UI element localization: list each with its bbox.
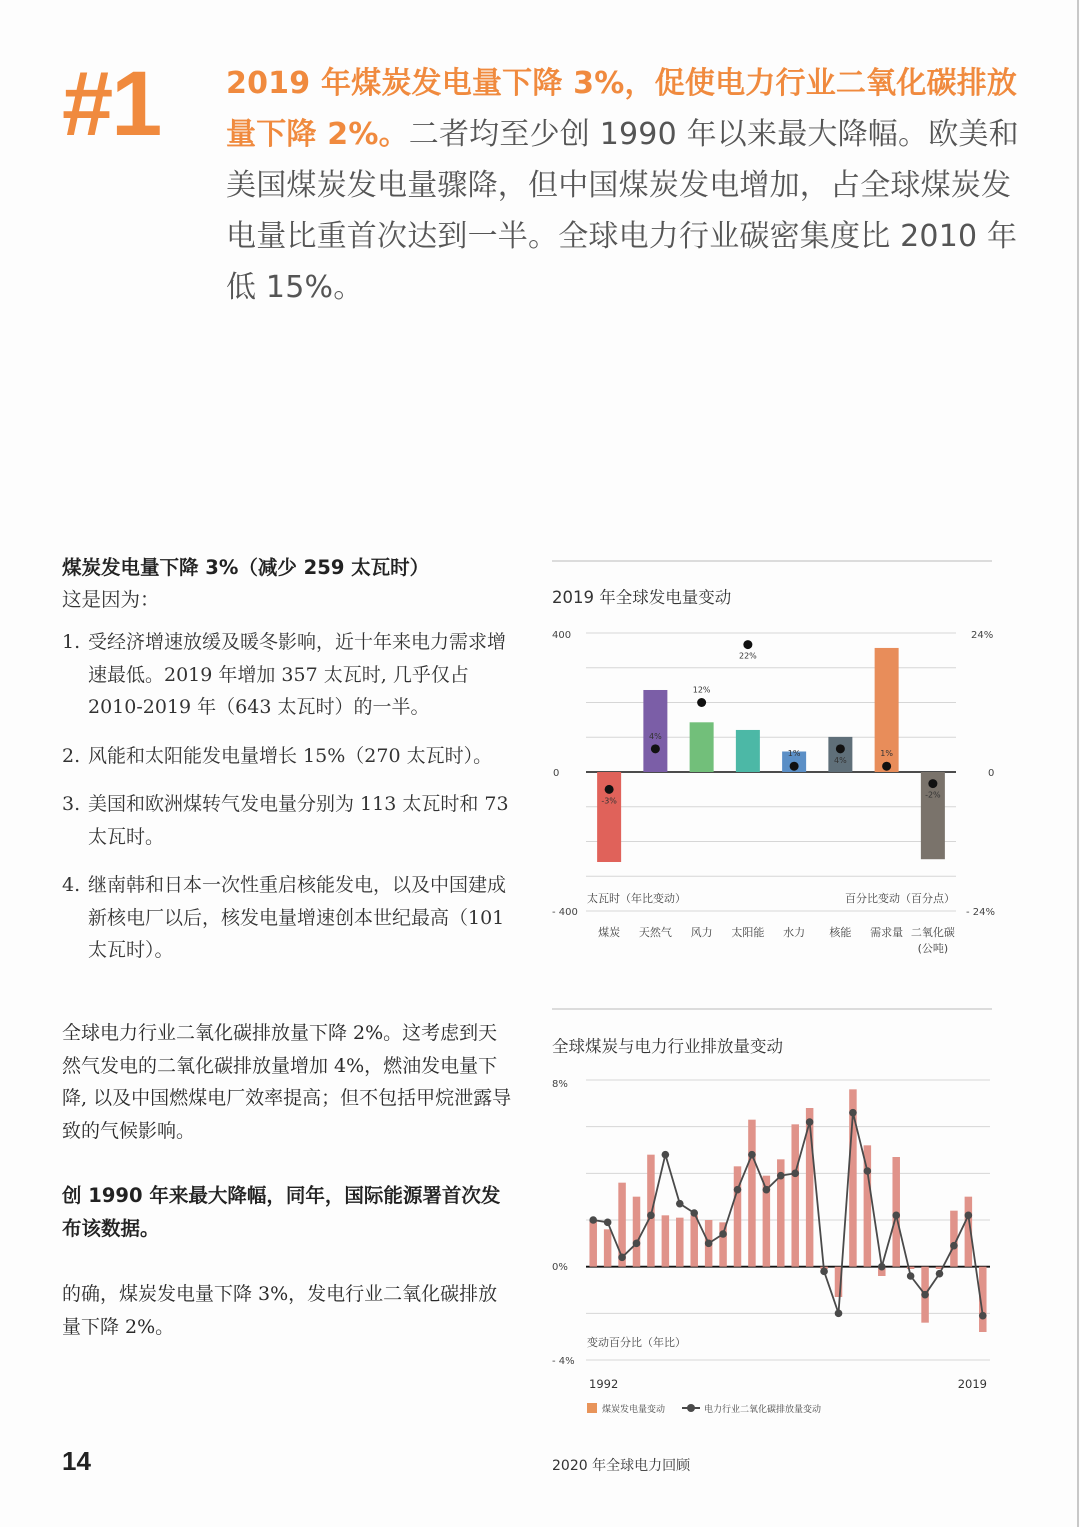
- pct-label: 22%: [738, 651, 757, 661]
- left-axis-tick: 400: [552, 630, 572, 641]
- y-axis-tick: 8%: [552, 1079, 568, 1090]
- emission-point-2009: [835, 1310, 843, 1318]
- bar-2: [690, 722, 714, 772]
- emission-point-2007: [806, 1118, 814, 1126]
- coal-bar-1998: [676, 1218, 684, 1267]
- page-number: 14: [62, 1446, 91, 1476]
- chart2-top-divider: [552, 1008, 992, 1010]
- category-label: 水力: [783, 926, 806, 939]
- list-text: 继南韩和日本一次性重启核能发电，以及中国建成新核电厂以后，核发电量增速创本世纪最高（101 太瓦时）。: [88, 874, 507, 961]
- headline-rest: 二者均至少创 1990 年以来最大降幅。欧美和美国煤炭发电量骤降，但中国煤炭发电增加，占全球煤炭发电量比重首次达到一半。全球电力行业碳密集度比 2010 年低 15%。: [226, 117, 1019, 305]
- x-axis-tick-start: 1992: [589, 1377, 619, 1391]
- right-axis-label: 百分比变动（百分点）: [845, 892, 955, 905]
- chart1-title: 2019 年全球发电量变动: [552, 588, 732, 607]
- list-text: 受经济增速放缓及暖冬影响，近十年来电力需求增速最低。2019 年增加 357 太瓦时, 几乎仅占 2010-2019 年（643 太瓦时）的一半。: [88, 631, 507, 718]
- coal-bar-2001: [719, 1222, 727, 1266]
- left-column: [62, 552, 512, 983]
- list-text: 美国和欧洲煤转气发电量分别为 113 太瓦时和 73 太瓦时。: [88, 793, 509, 848]
- footer-title: 2020 年全球电力回顾: [552, 1458, 691, 1474]
- emission-point-2002: [734, 1186, 742, 1194]
- pct-dot-7: [928, 779, 937, 788]
- pct-dot-5: [836, 744, 845, 753]
- coal-bar-1996: [647, 1155, 655, 1267]
- bold-paragraph: 创 1990 年来最大降幅，同年，国际能源署首次发布该数据。: [62, 1184, 501, 1240]
- list-number: 4.: [62, 874, 81, 896]
- pct-label: 4%: [834, 755, 847, 765]
- right-axis-tick: - 24%: [966, 907, 996, 918]
- emission-point-2018: [965, 1212, 973, 1220]
- emission-point-2019: [979, 1312, 987, 1320]
- category-label: 需求量: [870, 926, 904, 939]
- emission-point-2011: [864, 1167, 872, 1175]
- headline-highlight-2: 排放量下降 2%。: [226, 66, 1018, 152]
- coal-bar-1992: [589, 1220, 597, 1267]
- emission-point-2005: [777, 1172, 785, 1180]
- list-number: 3.: [62, 793, 81, 815]
- legend-line-label: 电力行业二氧化碳排放量变动: [704, 1405, 822, 1415]
- coal-bar-2006: [791, 1124, 799, 1266]
- y-axis-tick: - 4%: [552, 1356, 575, 1367]
- right-axis-tick: 0: [988, 768, 995, 779]
- list-item: [62, 869, 512, 967]
- pct-label: 1%: [880, 749, 893, 759]
- page-edge-line: [1077, 0, 1079, 1527]
- coal-bar-1999: [690, 1215, 698, 1266]
- bar-3: [736, 730, 760, 772]
- section-intro: 这是因为：: [62, 588, 160, 611]
- emission-point-2014: [907, 1272, 915, 1280]
- pct-label: -2%: [925, 790, 941, 800]
- emission-point-1997: [662, 1151, 670, 1159]
- coal-bar-1993: [604, 1229, 611, 1266]
- pct-label: -3%: [601, 796, 617, 806]
- legend-bar-swatch: [587, 1403, 597, 1413]
- list-text: 风能和太阳能发电量增长 15%（270 太瓦时）。: [88, 744, 493, 767]
- emission-point-1994: [618, 1254, 626, 1262]
- pct-dot-0: [605, 785, 614, 794]
- list-number: 2.: [62, 744, 81, 767]
- list-item: [62, 740, 512, 773]
- y-axis-label: 变动百分比（年比）: [587, 1336, 686, 1349]
- reasons-list: [62, 626, 512, 967]
- right-axis-tick: 24%: [971, 630, 994, 641]
- emission-point-1999: [690, 1209, 698, 1217]
- headline-highlight-1: 2019 年煤炭发电量下降 3%，促使电力行业二氧化碳: [226, 66, 957, 101]
- pct-label: 12%: [692, 685, 711, 695]
- category-label: 太阳能: [731, 926, 765, 939]
- left-axis-tick: 0: [553, 768, 560, 779]
- paragraph-conclusion: 的确，煤炭发电量下降 3%，发电行业二氧化碳排放量下降 2%。: [62, 1283, 498, 1338]
- pct-dot-1: [651, 744, 660, 753]
- left-axis-tick: - 400: [552, 907, 578, 918]
- legend-bar-label: 煤炭发电量变动: [602, 1405, 666, 1415]
- emission-point-1995: [633, 1240, 641, 1248]
- emission-point-1993: [604, 1219, 612, 1227]
- pct-label: 1%: [787, 749, 801, 759]
- emission-point-2013: [892, 1212, 900, 1220]
- y-axis-tick: 0%: [552, 1262, 568, 1273]
- pct-dot-6: [882, 762, 891, 771]
- coal-bar-1995: [633, 1197, 641, 1267]
- coal-emissions-chart: [540, 1070, 1010, 1420]
- pct-dot-2: [697, 698, 706, 707]
- headline: [226, 58, 1026, 313]
- bar-5: [828, 737, 852, 772]
- category-label: 二氧化碳: [910, 926, 955, 939]
- pct-label: 4%: [649, 731, 662, 741]
- list-item: [62, 626, 512, 724]
- generation-change-chart: [540, 620, 1010, 965]
- paragraph-emissions: 全球电力行业二氧化碳排放量下降 2%。这考虑到天然气发电的二氧化碳排放量增加 4%，燃油发电量下降, 以及中国燃煤电厂效率提高；但不包括甲烷泄露导致的气候影响。: [62, 1022, 512, 1142]
- legend: [587, 1403, 821, 1415]
- section-title: 煤炭发电量下降 3%（减少 259 太瓦时）: [62, 556, 430, 579]
- left-axis-label: 太瓦时（年比变动）: [587, 892, 686, 905]
- coal-bar-1997: [662, 1215, 670, 1266]
- emission-point-1998: [676, 1200, 684, 1208]
- emission-point-2016: [936, 1270, 944, 1278]
- list-item: [62, 788, 512, 853]
- section-number: #1: [62, 53, 161, 155]
- chart1-top-divider: [552, 560, 992, 562]
- legend-line-marker: [687, 1404, 695, 1412]
- category-label: 天然气: [638, 926, 672, 939]
- category-label: 煤炭: [598, 926, 621, 939]
- x-axis-tick-end: 2019: [957, 1377, 987, 1391]
- list-number: 1.: [62, 631, 81, 653]
- chart2-title: 全球煤炭与电力行业排放量变动: [552, 1037, 783, 1056]
- pct-dot-4: [790, 762, 799, 771]
- category-label: 风力: [690, 926, 713, 939]
- emission-point-1996: [647, 1212, 655, 1220]
- category-sublabel: (公吨): [917, 942, 949, 955]
- emission-point-2010: [849, 1109, 857, 1117]
- emission-point-2012: [878, 1263, 886, 1271]
- emission-point-2001: [719, 1230, 727, 1238]
- emission-point-2015: [921, 1291, 929, 1299]
- category-label: 核能: [829, 926, 852, 939]
- emission-point-2000: [705, 1240, 713, 1248]
- emission-point-2003: [748, 1151, 756, 1159]
- emission-point-2017: [950, 1242, 958, 1250]
- emission-point-2004: [763, 1186, 771, 1194]
- coal-bar-2003: [748, 1120, 756, 1267]
- emission-point-1992: [589, 1216, 597, 1224]
- emission-point-2008: [820, 1268, 828, 1276]
- emission-point-2006: [791, 1170, 799, 1178]
- pct-dot-3: [743, 640, 752, 649]
